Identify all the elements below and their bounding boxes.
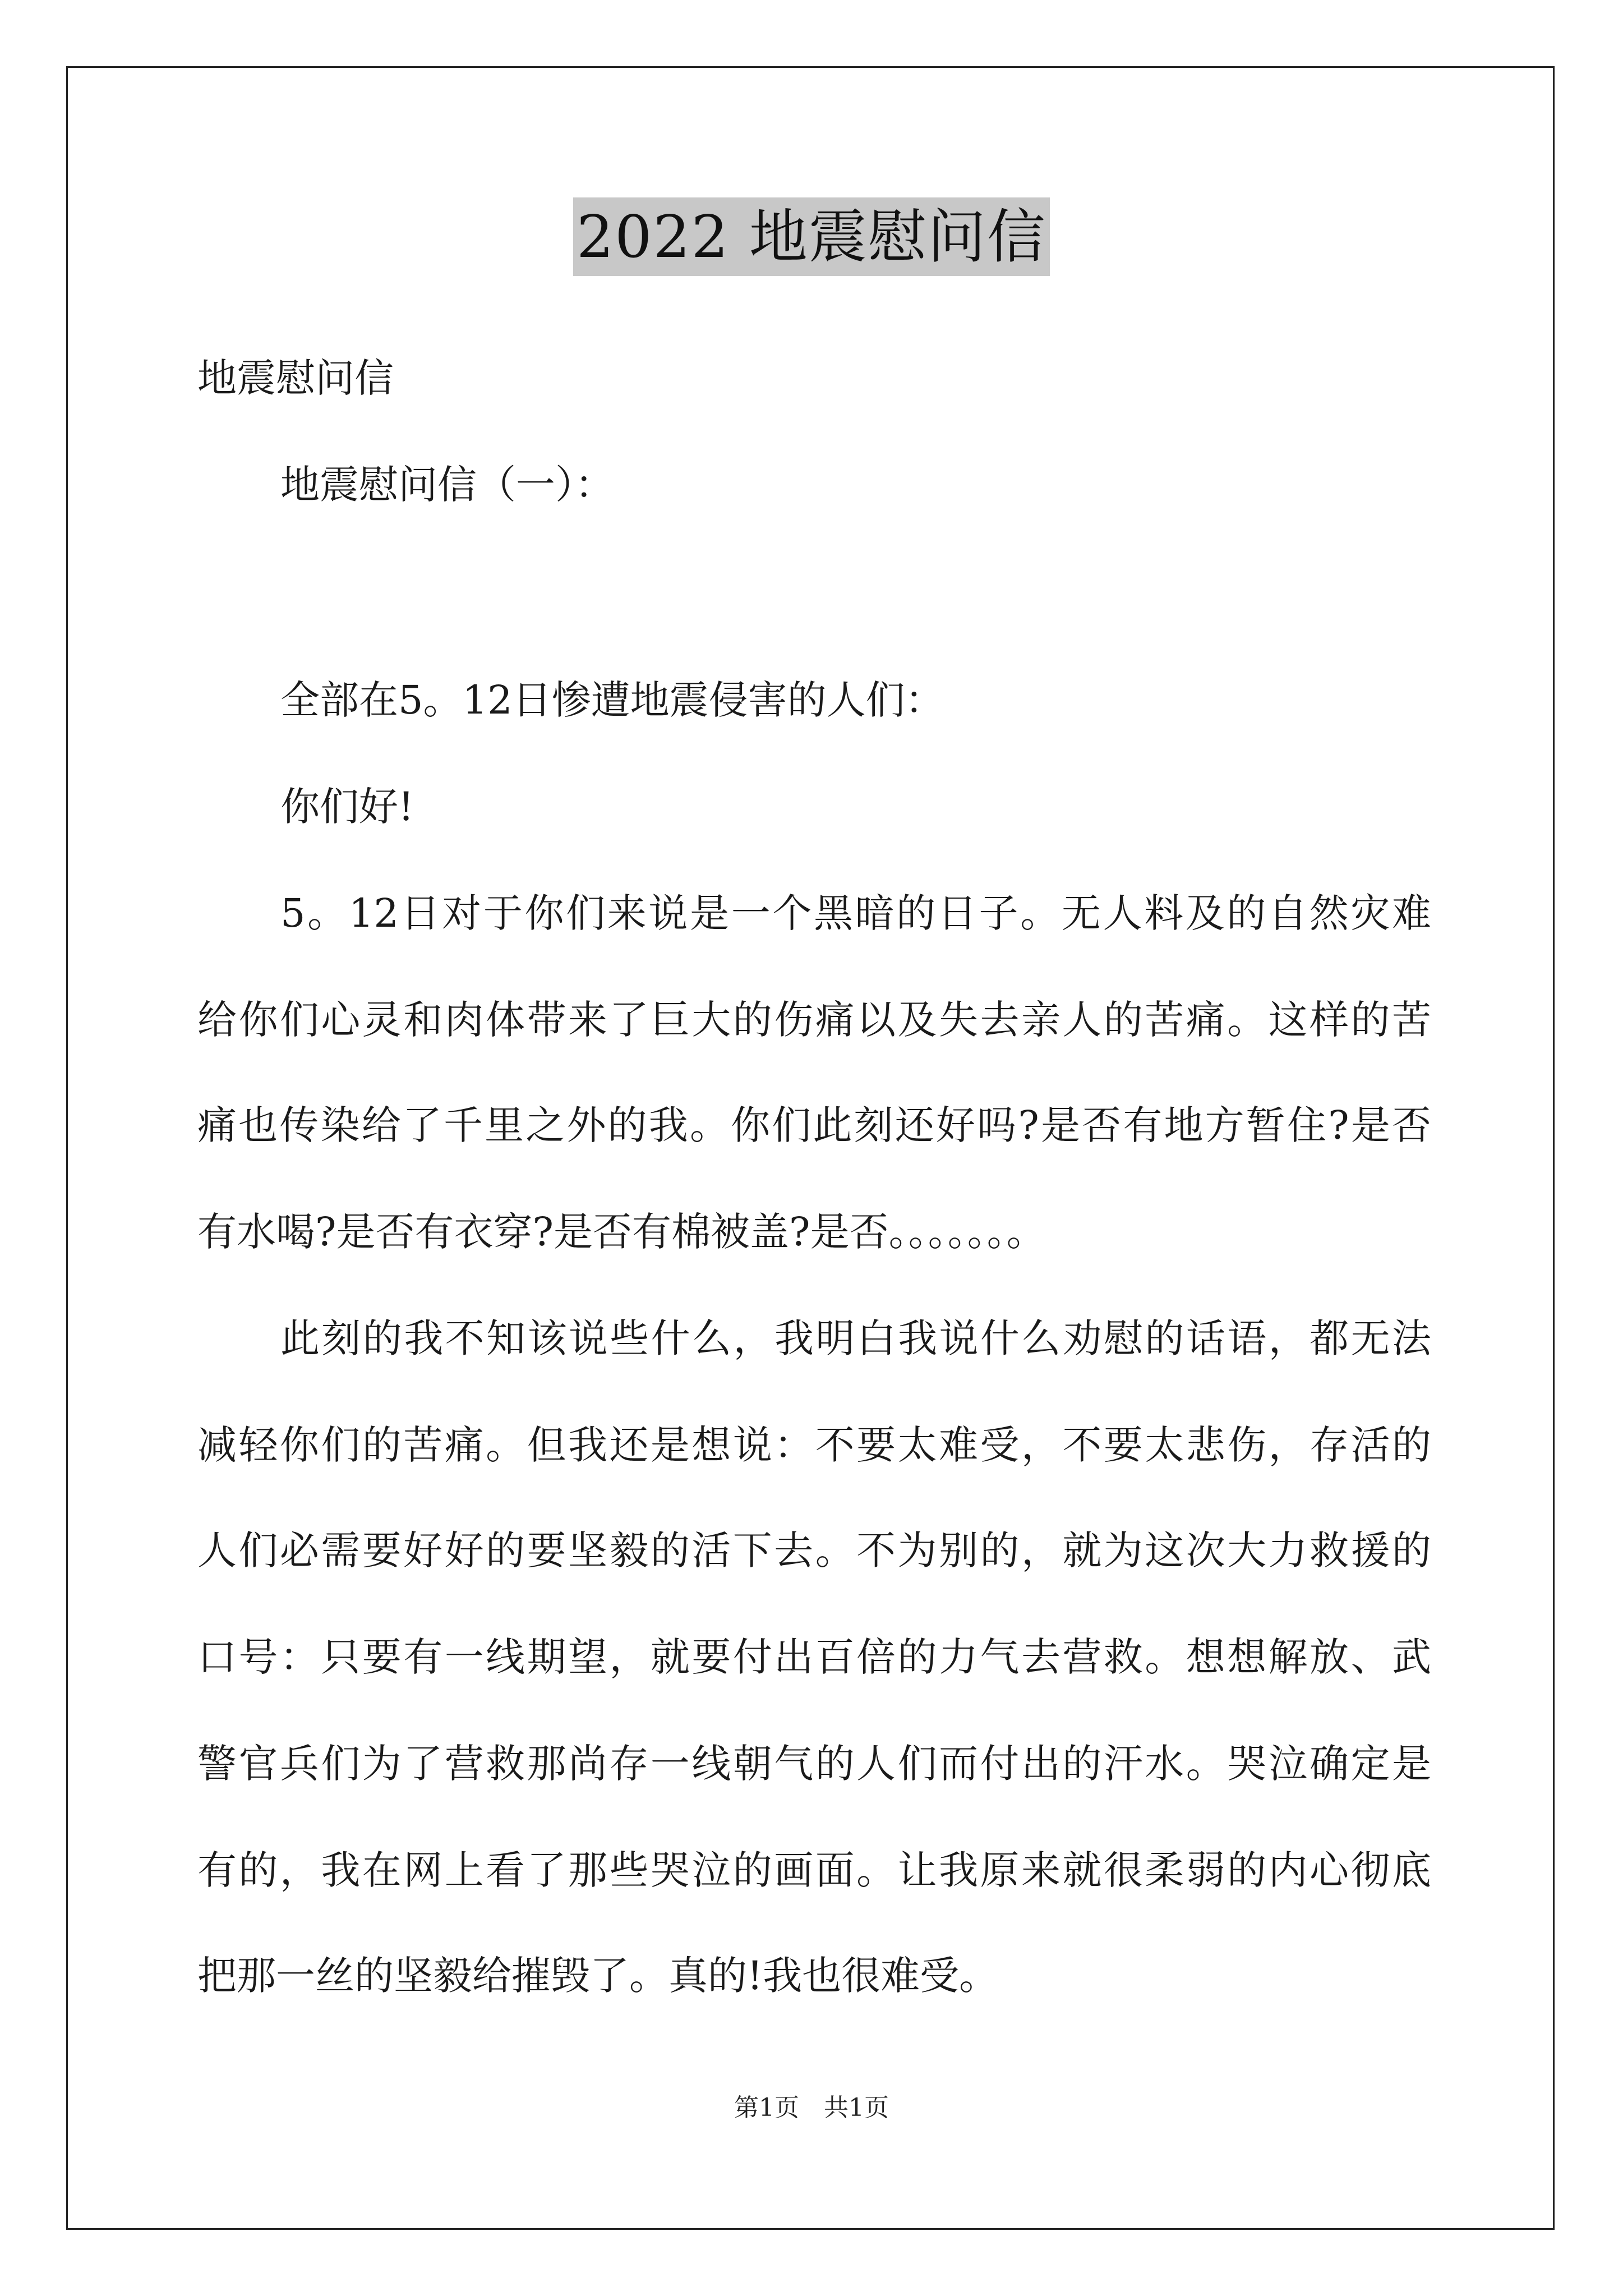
paragraph1-line1: 5。12日对于你们来说是一个黑暗的日子。无人料及的自然灾难 xyxy=(280,890,1431,936)
paragraph2-line6: 有的，我在网上看了那些哭泣的画面。让我原来就很柔弱的内心彻底 xyxy=(197,1847,1431,1893)
document-heading: 地震慰问信 xyxy=(197,355,394,401)
greeting: 你们好! xyxy=(280,784,414,830)
salutation: 全部在5。12日惨遭地震侵害的人们： xyxy=(280,677,944,723)
paragraph2-line5: 警官兵们为了营救那尚存一线朝气的人们而付出的汗水。哭泣确定是 xyxy=(197,1741,1431,1787)
paragraph2-line7: 把那一丝的坚毅给摧毁了。真的!我也很难受。 xyxy=(197,1953,999,1999)
paragraph1-line4: 有水喝?是否有衣穿?是否有棉被盖?是否。。。。。。。 xyxy=(197,1209,1046,1255)
title-container xyxy=(0,197,1623,276)
paragraph2-line2: 减轻你们的苦痛。但我还是想说：不要太难受，不要太悲伤，存活的 xyxy=(197,1422,1431,1468)
document-subheading: 地震慰问信（一）： xyxy=(280,462,614,508)
paragraph2-line3: 人们必需要好好的要坚毅的活下去。不为别的，就为这次大力救援的 xyxy=(197,1527,1431,1573)
paragraph2-line1: 此刻的我不知该说些什么，我明白我说什么劝慰的话语，都无法 xyxy=(280,1315,1431,1361)
paragraph1-line3: 痛也传染给了千里之外的我。你们此刻还好吗?是否有地方暂住?是否 xyxy=(197,1102,1431,1148)
page-footer: 第1页 共1页 xyxy=(734,2093,889,2122)
paragraph1-line2: 给你们心灵和肉体带来了巨大的伤痛以及失去亲人的苦痛。这样的苦 xyxy=(197,997,1431,1043)
document-title: 2022 地震慰问信 xyxy=(573,197,1050,276)
paragraph2-line4: 口号：只要有一线期望，就要付出百倍的力气去营救。想想解放、武 xyxy=(197,1634,1431,1680)
